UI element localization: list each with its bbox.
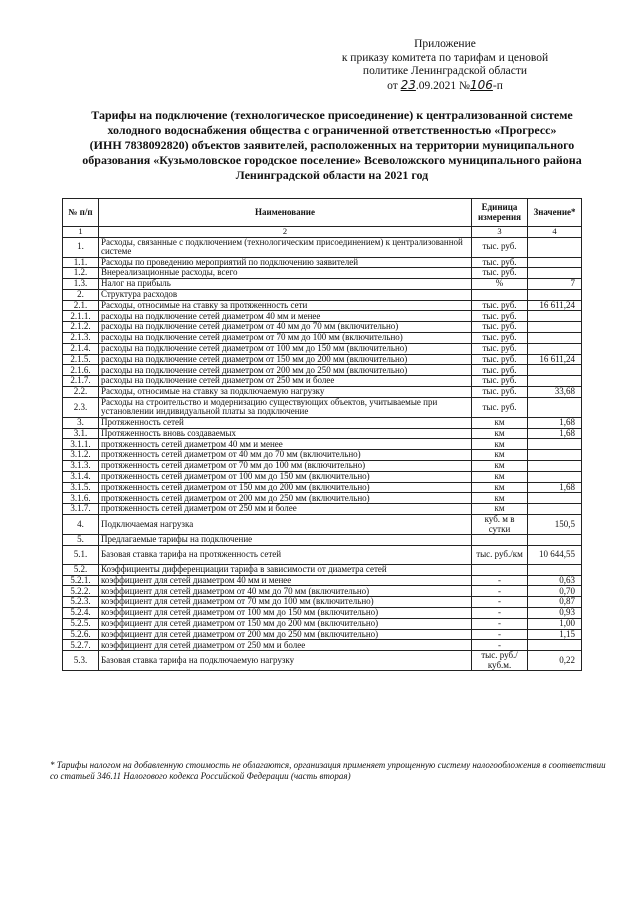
row-number: 2.1.7. [63, 376, 99, 387]
row-value: 1,68 [528, 482, 582, 493]
table-row [63, 586, 582, 597]
appendix-line-1: Приложение [414, 38, 476, 50]
row-unit [472, 289, 528, 300]
table-row [63, 279, 582, 290]
row-unit: км [472, 428, 528, 439]
row-value: 16 611,24 [528, 354, 582, 365]
row-name: протяженность сетей диаметром от 100 мм до 150 мм (включительно) [98, 471, 471, 482]
row-unit: тыс. руб. [472, 268, 528, 279]
row-name: Расходы, относимые на ставку за протяженность сети [98, 300, 471, 311]
row-value: 0,70 [528, 586, 582, 597]
row-number: 5.2.1. [63, 575, 99, 586]
row-unit: км [472, 471, 528, 482]
row-name: расходы на подключение сетей диаметром 40 мм и менее [98, 311, 471, 322]
date-rest: .09.2021 № [415, 79, 470, 92]
row-number: 5.2. [63, 564, 99, 575]
title-line-4: образования «Кузьмоловское городское поселение» Всеволожского муниципального района [82, 153, 582, 167]
row-name: расходы на подключение сетей диаметром от 150 мм до 200 мм (включительно) [98, 354, 471, 365]
table-row [63, 311, 582, 322]
col-number-4: 4 [528, 227, 582, 238]
order-suffix: -п [492, 79, 503, 92]
table-row [63, 608, 582, 619]
table-row [63, 535, 582, 546]
row-number: 3.1.3. [63, 461, 99, 472]
row-name: Структура расходов [98, 289, 471, 300]
row-unit: тыс. руб./км [472, 545, 528, 564]
row-name: протяженность сетей диаметром от 70 мм до 100 мм (включительно) [98, 461, 471, 472]
table-row [63, 354, 582, 365]
row-unit: - [472, 575, 528, 586]
row-name: Расходы, относимые на ставку за подключаемую нагрузку [98, 387, 471, 398]
title-line-2: холодного водоснабжения общества с ограниченной ответственностью «Прогресс» [107, 123, 557, 137]
row-name: Подключаемая нагрузка [98, 515, 471, 535]
row-name: расходы на подключение сетей диаметром от 200 мм до 250 мм (включительно) [98, 365, 471, 376]
row-unit: тыс. руб./куб.м. [472, 651, 528, 671]
row-name: коэффициент для сетей диаметром от 200 мм до 250 мм (включительно) [98, 629, 471, 640]
table-row [63, 471, 582, 482]
row-name: Расходы на строительство и модернизацию существующих объектов, учитываемые при установлении индивидуальной платы за подключение [98, 397, 471, 417]
row-unit: - [472, 618, 528, 629]
table-row [63, 257, 582, 268]
title-line-1: Тарифы на подключение (технологическое присоединение) к централизованной системе [91, 108, 573, 122]
row-value: 0,22 [528, 651, 582, 671]
row-unit: тыс. руб. [472, 322, 528, 333]
col-number-3: 3 [472, 227, 528, 238]
row-name: Внереализационные расходы, всего [98, 268, 471, 279]
table-row [63, 629, 582, 640]
table-row [63, 365, 582, 376]
row-name: протяженность сетей диаметром 40 мм и менее [98, 439, 471, 450]
row-unit: км [472, 461, 528, 472]
table-row [63, 493, 582, 504]
row-name: коэффициент для сетей диаметром от 150 мм до 200 мм (включительно) [98, 618, 471, 629]
row-value: 0,63 [528, 575, 582, 586]
row-unit [472, 564, 528, 575]
row-number: 3. [63, 417, 99, 428]
row-number: 1. [63, 237, 99, 257]
row-unit: тыс. руб. [472, 387, 528, 398]
row-value [528, 450, 582, 461]
table-row [63, 237, 582, 257]
row-name: Базовая ставка тарифа на протяженность сетей [98, 545, 471, 564]
row-number: 3.1.5. [63, 482, 99, 493]
row-name: расходы на подключение сетей диаметром от 100 мм до 150 мм (включительно) [98, 343, 471, 354]
table-row [63, 515, 582, 535]
row-name: Протяженность сетей [98, 417, 471, 428]
row-value: 1,68 [528, 417, 582, 428]
row-unit: - [472, 597, 528, 608]
table-row [63, 640, 582, 651]
row-number: 2.1.4. [63, 343, 99, 354]
row-name: Расходы, связанные с подключением (технологическим присоединением) к централизованной системе [98, 237, 471, 257]
appendix-header [310, 38, 580, 93]
row-number: 5.2.5. [63, 618, 99, 629]
row-value [528, 333, 582, 344]
row-name: Коэффициенты дифференциации тарифа в зависимости от диаметра сетей [98, 564, 471, 575]
row-unit: тыс. руб. [472, 237, 528, 257]
row-value [528, 322, 582, 333]
table-row [63, 322, 582, 333]
header-num: № п/п [63, 199, 99, 227]
table-row [63, 651, 582, 671]
table-row [63, 387, 582, 398]
row-value: 1,68 [528, 428, 582, 439]
row-value [528, 493, 582, 504]
row-number: 4. [63, 515, 99, 535]
row-name: Базовая ставка тарифа на подключаемую нагрузку [98, 651, 471, 671]
row-unit: тыс. руб. [472, 376, 528, 387]
table-row [63, 289, 582, 300]
row-value [528, 268, 582, 279]
table-row [63, 268, 582, 279]
row-unit: - [472, 608, 528, 619]
row-value [528, 237, 582, 257]
column-numbers-row [63, 227, 582, 238]
row-unit: км [472, 450, 528, 461]
row-unit: км [472, 493, 528, 504]
row-value [528, 461, 582, 472]
row-number: 2.1.2. [63, 322, 99, 333]
table-row [63, 333, 582, 344]
row-number: 3.1.6. [63, 493, 99, 504]
row-number: 2.1.1. [63, 311, 99, 322]
row-value: 10 644,55 [528, 545, 582, 564]
row-value [528, 564, 582, 575]
row-name: протяженность сетей диаметром от 250 мм и более [98, 504, 471, 515]
title-line-3: (ИНН 7838092820) объектов заявителей, расположенных на территории муниципального [89, 138, 575, 152]
table-row [63, 575, 582, 586]
row-number: 1.3. [63, 279, 99, 290]
row-value [528, 397, 582, 417]
header-unit: Единица измерения [472, 199, 528, 227]
row-name: коэффициент для сетей диаметром от 100 мм до 150 мм (включительно) [98, 608, 471, 619]
row-value [528, 504, 582, 515]
table-row [63, 482, 582, 493]
row-number: 1.2. [63, 268, 99, 279]
row-name: коэффициент для сетей диаметром 40 мм и менее [98, 575, 471, 586]
row-value: 1,15 [528, 629, 582, 640]
row-value: 150,5 [528, 515, 582, 535]
row-number: 3.1.4. [63, 471, 99, 482]
table-row [63, 343, 582, 354]
row-number: 5.2.7. [63, 640, 99, 651]
row-number: 2.1.5. [63, 354, 99, 365]
row-unit: тыс. руб. [472, 257, 528, 268]
row-name: Расходы по проведению мероприятий по подключению заявителей [98, 257, 471, 268]
row-unit: км [472, 482, 528, 493]
row-value [528, 471, 582, 482]
row-unit: тыс. руб. [472, 354, 528, 365]
row-number: 5.2.4. [63, 608, 99, 619]
table-row [63, 564, 582, 575]
table-row [63, 397, 582, 417]
row-number: 5.2.2. [63, 586, 99, 597]
row-number: 5.2.6. [63, 629, 99, 640]
date-prefix: от [387, 79, 398, 92]
row-name: протяженность сетей диаметром от 150 мм до 200 мм (включительно) [98, 482, 471, 493]
row-number: 2.2. [63, 387, 99, 398]
table-row [63, 417, 582, 428]
row-value: 0,93 [528, 608, 582, 619]
table-row [63, 618, 582, 629]
row-name: коэффициент для сетей диаметром от 40 мм до 70 мм (включительно) [98, 586, 471, 597]
row-name: расходы на подключение сетей диаметром от 70 мм до 100 мм (включительно) [98, 333, 471, 344]
row-value [528, 640, 582, 651]
tariff-table [62, 198, 582, 671]
row-value [528, 376, 582, 387]
row-name: протяженность сетей диаметром от 200 мм до 250 мм (включительно) [98, 493, 471, 504]
row-unit: км [472, 439, 528, 450]
row-number: 5.2.3. [63, 597, 99, 608]
footnote: * Тарифы налогом на добавленную стоимость не облагаются, организация применяет упрощенную систему налогообложения в соответствии со статьей 346.11 Налогового кодекса Российской Федерации (часть вторая) [50, 760, 606, 781]
row-name: расходы на подключение сетей диаметром от 250 мм и более [98, 376, 471, 387]
table-row [63, 597, 582, 608]
row-name: Налог на прибыль [98, 279, 471, 290]
row-unit: км [472, 504, 528, 515]
table-row [63, 461, 582, 472]
table-row [63, 450, 582, 461]
row-number: 3.1.2. [63, 450, 99, 461]
header-name: Наименование [98, 199, 471, 227]
appendix-line-2: к приказу комитета по тарифам и ценовой [341, 51, 549, 64]
row-unit: тыс. руб. [472, 333, 528, 344]
table-row [63, 428, 582, 439]
row-number: 5.3. [63, 651, 99, 671]
row-unit: - [472, 629, 528, 640]
row-unit: тыс. руб. [472, 343, 528, 354]
table-row [63, 504, 582, 515]
row-value [528, 439, 582, 450]
row-number: 3.1.7. [63, 504, 99, 515]
row-name: коэффициент для сетей диаметром от 70 мм до 100 мм (включительно) [98, 597, 471, 608]
col-number-2: 2 [98, 227, 471, 238]
row-unit [472, 535, 528, 546]
table-row [63, 376, 582, 387]
row-value: 33,68 [528, 387, 582, 398]
table-header-row [63, 199, 582, 227]
table-row [63, 439, 582, 450]
table-body [63, 237, 582, 671]
row-number: 3.1.1. [63, 439, 99, 450]
row-unit: куб. м в сутки [472, 515, 528, 535]
appendix-line-3: политике Ленинградской области [362, 65, 528, 77]
appendix-date-line [310, 79, 580, 94]
col-number-1: 1 [63, 227, 99, 238]
title-line-5: Ленинградской области на 2021 год [235, 168, 429, 182]
row-value: 1,00 [528, 618, 582, 629]
row-value [528, 289, 582, 300]
row-unit: тыс. руб. [472, 397, 528, 417]
row-unit: % [472, 279, 528, 290]
row-unit: - [472, 586, 528, 597]
row-unit: км [472, 417, 528, 428]
row-name: протяженность сетей диаметром от 40 мм до 70 мм (включительно) [98, 450, 471, 461]
row-value [528, 257, 582, 268]
document-title [62, 108, 602, 183]
row-unit: тыс. руб. [472, 300, 528, 311]
row-value: 7 [528, 279, 582, 290]
header-value: Значение* [528, 199, 582, 227]
row-name: Протяженность вновь создаваемых [98, 428, 471, 439]
row-unit: - [472, 640, 528, 651]
row-value: 16 611,24 [528, 300, 582, 311]
row-number: 2.1.3. [63, 333, 99, 344]
order-number: 106 [470, 77, 493, 92]
row-unit: тыс. руб. [472, 365, 528, 376]
row-number: 2.1.6. [63, 365, 99, 376]
row-value [528, 535, 582, 546]
row-value [528, 311, 582, 322]
row-value [528, 365, 582, 376]
table-row [63, 300, 582, 311]
row-number: 1.1. [63, 257, 99, 268]
row-unit: тыс. руб. [472, 311, 528, 322]
row-number: 5.1. [63, 545, 99, 564]
row-value [528, 343, 582, 354]
row-value: 0,87 [528, 597, 582, 608]
row-number: 2.3. [63, 397, 99, 417]
row-name: Предлагаемые тарифы на подключение [98, 535, 471, 546]
table-row [63, 545, 582, 564]
row-name: расходы на подключение сетей диаметром от 40 мм до 70 мм (включительно) [98, 322, 471, 333]
row-number: 2.1. [63, 300, 99, 311]
row-name: коэффициент для сетей диаметром от 250 мм и более [98, 640, 471, 651]
date-day: 23 [400, 77, 416, 92]
row-number: 5. [63, 535, 99, 546]
row-number: 2. [63, 289, 99, 300]
row-number: 3.1. [63, 428, 99, 439]
